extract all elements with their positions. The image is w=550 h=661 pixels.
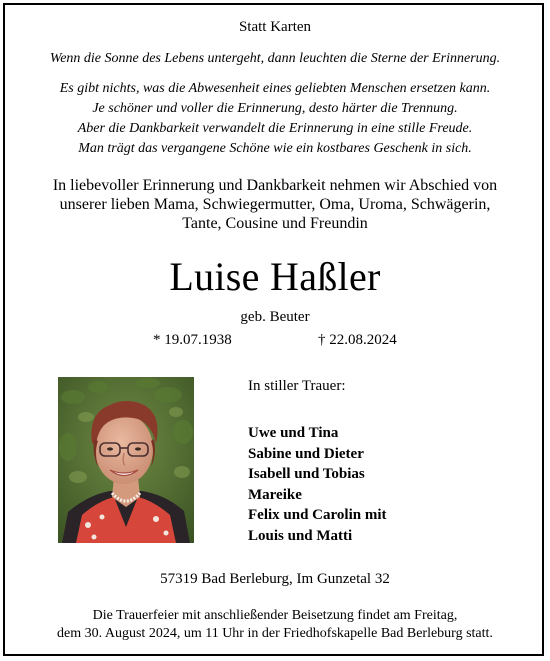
poem-line: Man trägt das vergangene Schöne wie ein kostbares Geschenk in sich. xyxy=(78,141,472,156)
service-line: Die Trauerfeier mit anschließender Beisetzung findet am Freitag, xyxy=(92,608,458,623)
intro-line: unserer lieben Mama, Schwiegermutter, Oma, Uroma, Schwägerin, xyxy=(59,196,491,213)
maiden-name: geb. Beuter xyxy=(240,309,310,325)
mourning-label: In stiller Trauer: xyxy=(248,378,346,394)
mourner-name: Louis und Matti xyxy=(248,527,353,544)
mourner-name: Uwe und Tina xyxy=(248,425,339,441)
deceased-name: Luise Haßler xyxy=(169,254,381,299)
birth-date: * 19.07.1938 xyxy=(153,332,232,348)
intro-text xyxy=(0,176,550,233)
poem-line: Aber die Dankbarkeit verwandelt die Erinnerung in eine stille Freude. xyxy=(77,121,473,136)
death-date: † 22.08.2024 xyxy=(318,332,397,348)
header-statt-karten: Statt Karten xyxy=(238,19,312,35)
poem-line: Es gibt nichts, was die Abwesenheit eines geliebten Menschen ersetzen kann. xyxy=(59,81,491,96)
mourner-name: Isabell und Tobias xyxy=(248,466,365,482)
intro-line: Tante, Cousine und Freundin xyxy=(182,215,368,232)
quote-line: Wenn die Sonne des Lebens untergeht, dann leuchten die Sterne der Erinnerung. xyxy=(49,51,501,66)
service-line: dem 30. August 2024, um 11 Uhr in der Friedhofskapelle Bad Berleburg statt. xyxy=(57,626,493,641)
mourner-name: Sabine und Dieter xyxy=(248,445,364,462)
poem-line: Je schöner und voller die Erinnerung, desto härter die Trennung. xyxy=(92,101,458,116)
poem xyxy=(0,79,550,159)
portrait-photo xyxy=(58,377,194,543)
family-address: 57319 Bad Berleburg, Im Gunzetal 32 xyxy=(160,571,390,587)
intro-line: In liebevoller Erinnerung und Dankbarkeit nehmen wir Abschied von xyxy=(52,177,498,194)
mourner-list xyxy=(248,423,387,546)
service-info xyxy=(0,607,550,643)
mourner-name: Mareike xyxy=(248,486,302,503)
mourner-name: Felix und Carolin mit xyxy=(248,507,387,523)
